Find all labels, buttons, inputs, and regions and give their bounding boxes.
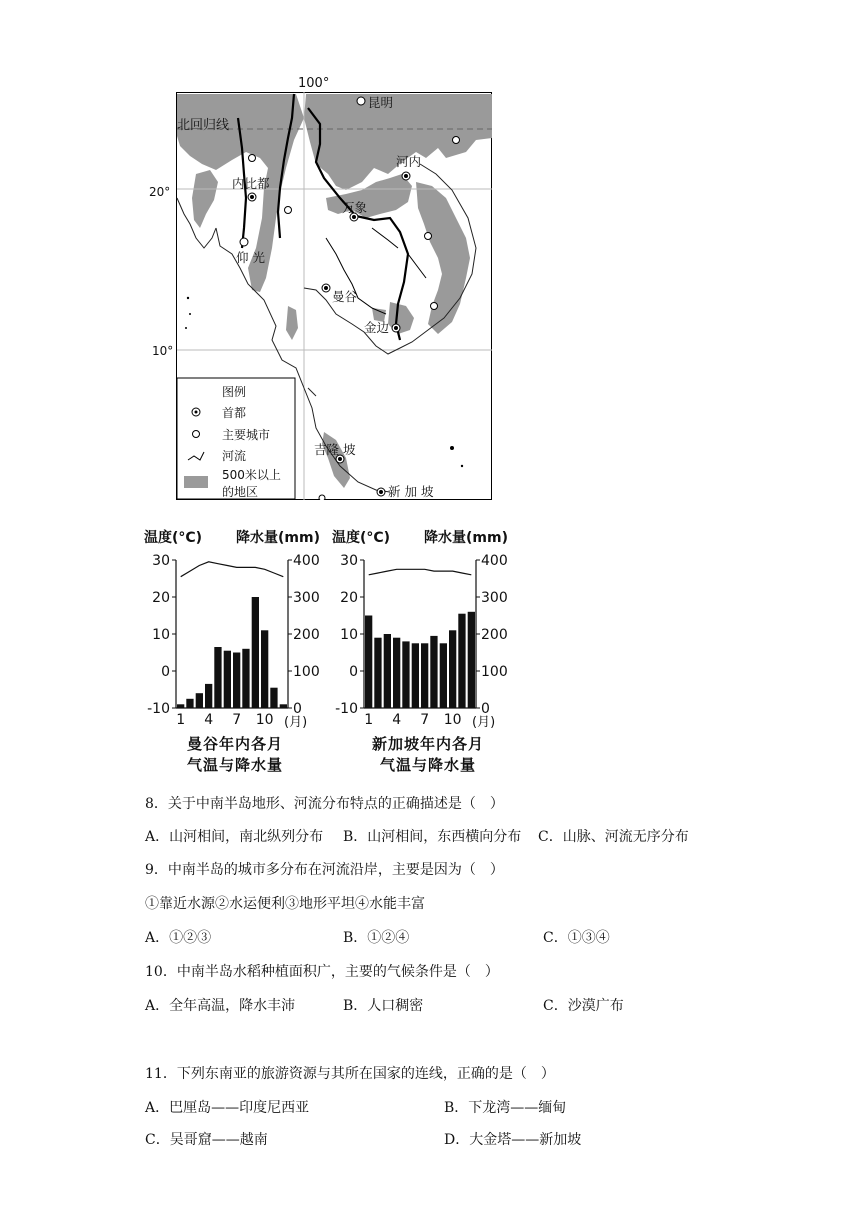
option-10b[interactable]: B．人口稠密	[343, 998, 424, 1014]
precip-tick-label: 400	[293, 553, 320, 569]
legend-capital: 首都	[222, 406, 247, 420]
city-label: 万象	[342, 200, 368, 215]
temp-tick-label: -10	[335, 701, 358, 717]
precip-bar	[270, 688, 277, 708]
bangkok-climate-chart	[142, 526, 322, 736]
city-label: 新 加 坡	[388, 484, 434, 499]
option-9a[interactable]: A．①②③	[145, 930, 212, 946]
month-tick-label: 1	[364, 712, 374, 728]
question-9-statement: ①靠近水源②水运便利③地形平坦④水能丰富	[145, 896, 425, 912]
month-tick-label: 10	[255, 712, 274, 728]
question-11: 11．下列东南亚的旅游资源与其所在国家的连线，正确的是（ ）	[145, 1066, 555, 1082]
right-axis-label: 降水量(mm)	[236, 530, 320, 546]
precip-bar	[458, 614, 465, 708]
longitude-label: 100°	[298, 76, 330, 91]
indochina-map	[149, 76, 492, 500]
option-11a[interactable]: A．巴厘岛——印度尼西亚	[145, 1100, 310, 1116]
option-8a[interactable]: A．山河相间，南北纵列分布	[145, 829, 324, 845]
option-8c[interactable]: C．山脉、河流无序分布	[538, 829, 689, 845]
precip-bar	[365, 616, 372, 709]
city-label: 昆明	[368, 95, 394, 110]
precip-tick-label: 0	[481, 701, 490, 717]
precip-bar	[430, 636, 437, 708]
city-label: 曼谷	[332, 289, 358, 304]
city-label: 河内	[396, 154, 422, 169]
city-label: 金边	[364, 320, 390, 335]
singapore-chart-title	[348, 734, 508, 776]
chart-title-line: 气温与降水量	[379, 756, 476, 774]
right-axis-label: 降水量(mm)	[424, 530, 508, 546]
month-tick-label: 4	[392, 712, 402, 728]
temp-tick-label: -10	[147, 701, 170, 717]
legend-highland: 500米以上	[222, 468, 281, 482]
latitude-10-label: 10°	[152, 344, 174, 358]
precip-tick-label: 300	[481, 590, 508, 606]
bangkok-chart-title	[160, 734, 310, 776]
question-8: 8．关于中南半岛地形、河流分布特点的正确描述是（ ）	[145, 796, 504, 812]
precip-bar	[196, 693, 203, 708]
temperature-line	[369, 569, 472, 575]
precip-tick-label: 400	[481, 553, 508, 569]
precip-bar	[402, 641, 409, 708]
precip-bar	[374, 638, 381, 708]
precip-tick-label: 100	[293, 664, 320, 680]
month-tick-label: 1	[176, 712, 186, 728]
precip-bar	[186, 699, 193, 708]
legend-title: 图例	[222, 385, 247, 399]
month-tick-label: 7	[232, 712, 242, 728]
legend-major-city: 主要城市	[222, 428, 271, 442]
precip-bar	[468, 612, 475, 708]
tropic-label: 北回归线	[177, 118, 230, 133]
precip-bar	[252, 597, 259, 708]
option-9b[interactable]: B．①②④	[343, 930, 410, 946]
temp-tick-label: 10	[152, 627, 170, 643]
temp-tick-label: 0	[161, 664, 170, 680]
precip-bar	[393, 638, 400, 708]
precip-bar	[242, 649, 249, 708]
temp-tick-label: 0	[349, 664, 358, 680]
temp-tick-label: 30	[340, 553, 358, 569]
precip-bar	[421, 643, 428, 708]
option-9c[interactable]: C．①③④	[543, 930, 610, 946]
precip-tick-label: 200	[293, 627, 320, 643]
chart-title-line: 曼谷年内各月	[186, 735, 283, 753]
chart-title-line: 新加坡年内各月	[371, 735, 484, 753]
month-tick-label: 4	[204, 712, 214, 728]
temperature-line	[181, 562, 284, 577]
temp-tick-label: 10	[340, 627, 358, 643]
precip-bar	[449, 630, 456, 708]
option-10c[interactable]: C．沙漠广布	[543, 998, 624, 1014]
question-9: 9．中南半岛的城市多分布在河流沿岸，主要是因为（ ）	[145, 862, 504, 878]
precip-bar	[384, 634, 391, 708]
temp-tick-label: 30	[152, 553, 170, 569]
option-11c[interactable]: C．吴哥窟——越南	[145, 1132, 268, 1148]
chart-title-line: 气温与降水量	[186, 756, 283, 774]
month-tick-label: 7	[420, 712, 430, 728]
option-8b[interactable]: B．山河相间，东西横向分布	[343, 829, 522, 845]
x-unit-label: (月)	[472, 715, 496, 730]
precip-bar	[261, 630, 268, 708]
city-label: 吉隆 坡	[314, 442, 356, 457]
city-label: 仰 光	[236, 250, 265, 265]
month-tick-label: 10	[443, 712, 462, 728]
precip-bar	[233, 653, 240, 709]
option-10a[interactable]: A．全年高温，降水丰沛	[145, 998, 296, 1014]
precip-bar	[440, 643, 447, 708]
city-label: 内比都	[232, 176, 270, 191]
singapore-climate-chart	[330, 526, 510, 736]
precip-bar	[205, 684, 212, 708]
legend-river: 河流	[222, 449, 247, 463]
x-unit-label: (月)	[284, 715, 308, 730]
precip-tick-label: 0	[293, 701, 302, 717]
temp-tick-label: 20	[340, 590, 358, 606]
option-11d[interactable]: D．大金塔——新加坡	[444, 1132, 582, 1148]
latitude-20-label: 20°	[149, 185, 171, 199]
precip-tick-label: 200	[481, 627, 508, 643]
precip-bar	[412, 643, 419, 708]
question-10: 10．中南半岛水稻种植面积广，主要的气候条件是（ ）	[145, 964, 499, 980]
precip-bar	[214, 647, 221, 708]
left-axis-label: 温度(°C)	[332, 530, 391, 546]
left-axis-label: 温度(°C)	[144, 530, 203, 546]
precip-bar	[224, 651, 231, 708]
legend-highland-2: 的地区	[222, 485, 259, 499]
option-11b[interactable]: B．下龙湾——缅甸	[444, 1100, 567, 1116]
precip-tick-label: 300	[293, 590, 320, 606]
precip-tick-label: 100	[481, 664, 508, 680]
temp-tick-label: 20	[152, 590, 170, 606]
